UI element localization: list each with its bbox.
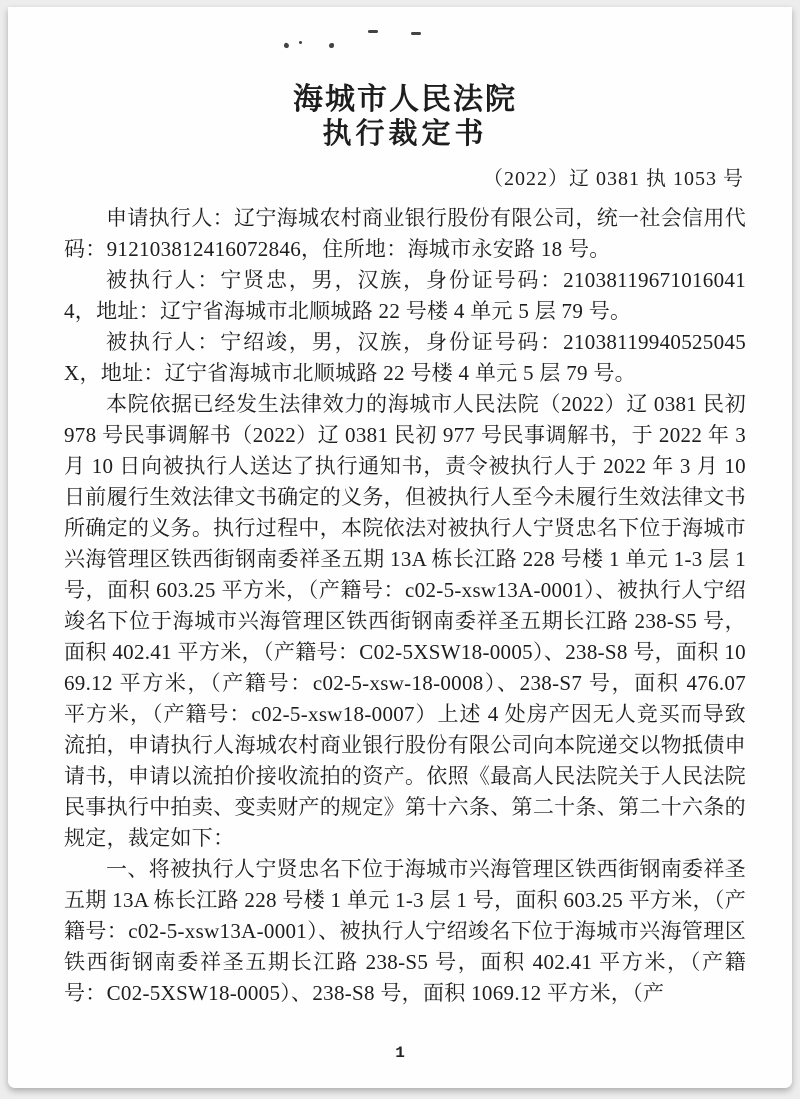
page-number: 1 <box>395 1044 405 1062</box>
case-number: （2022）辽 0381 执 1053 号 <box>483 168 744 190</box>
document-body <box>64 203 746 1009</box>
paragraph-respondent-2: 被执行人：宁绍竣，男，汉族，身份证号码：21038119940525045X，地址：辽宁省海城市北顺城路 22 号楼 4 单元 5 层 79 号。 <box>64 330 746 385</box>
document-page <box>8 7 792 1088</box>
paragraph-ruling-item-1: 一、将被执行人宁贤忠名下位于海城市兴海管理区铁西街钢南委祥圣五期 13A 栋长江路 228 号楼 1 单元 1-3 层 1 号，面积 603.25 平方米，（产籍号：c02-5-xsw13A-0001）、被执行人宁绍竣名下位于海城市兴海管理区铁西街钢南委祥圣五期长江路 238-S5 号，面积 402.41 平方米，（产籍号：C02-5XSW18-0005）、238-S8 号，面积 1069.12 平方米，（产 <box>64 857 746 1005</box>
document-content <box>64 7 746 1009</box>
court-name-title: 海城市人民法院 <box>293 83 517 116</box>
paragraph-respondent-1: 被执行人：宁贤忠，男，汉族，身份证号码：210381196710160414，地址：辽宁省海城市北顺城路 22 号楼 4 单元 5 层 79 号。 <box>64 268 746 323</box>
paragraph-applicant: 申请执行人：辽宁海城农村商业银行股份有限公司，统一社会信用代码：912103812416072846，住所地：海城市永安路 18 号。 <box>64 206 746 261</box>
paragraph-facts: 本院依据已经发生法律效力的海城市人民法院（2022）辽 0381 民初 978 号民事调解书（2022）辽 0381 民初 977 号民事调解书，于 2022 年 3 月 10 日向被执行人送达了执行通知书，责令被执行人于 2022 年 3 月 10 日前履行生效法律文书确定的义务，但被执行人至今未履行生效法律文书所确定的义务。执行过程中，本院依法对被执行人宁贤忠名下位于海城市兴海管理区铁西街钢南委祥圣五期 13A 栋长江路 228 号楼 1 单元 1-3 层 1 号，面积 603.25 平方米，（产籍号：c02-5-xsw13A-0001）、被执行人宁绍竣名下位于海城市兴海管理区铁西街钢南委祥圣五期长江路 238-S5 号，面积 402.41 平方米，（产籍号：C02-5XSW18-0005）、238-S8 号，面积 1069.12 平方米，（产籍号：c02-5-xsw-18-0008）、238-S7 号，面积 476.07 平方米，（产籍号：c02-5-xsw18-0007）上述 4 处房产因无人竞买而导致流拍，申请执行人海城农村商业银行股份有限公司向本院递交以物抵债申请书，申请以流拍价接收流拍的资产。依照《最高人民法院关于人民法院民事执行中拍卖、变卖财产的规定》第十六条、第二十条、第二十六条的规定，裁定如下： <box>64 392 746 850</box>
document-title: 执行裁定书 <box>322 118 488 150</box>
